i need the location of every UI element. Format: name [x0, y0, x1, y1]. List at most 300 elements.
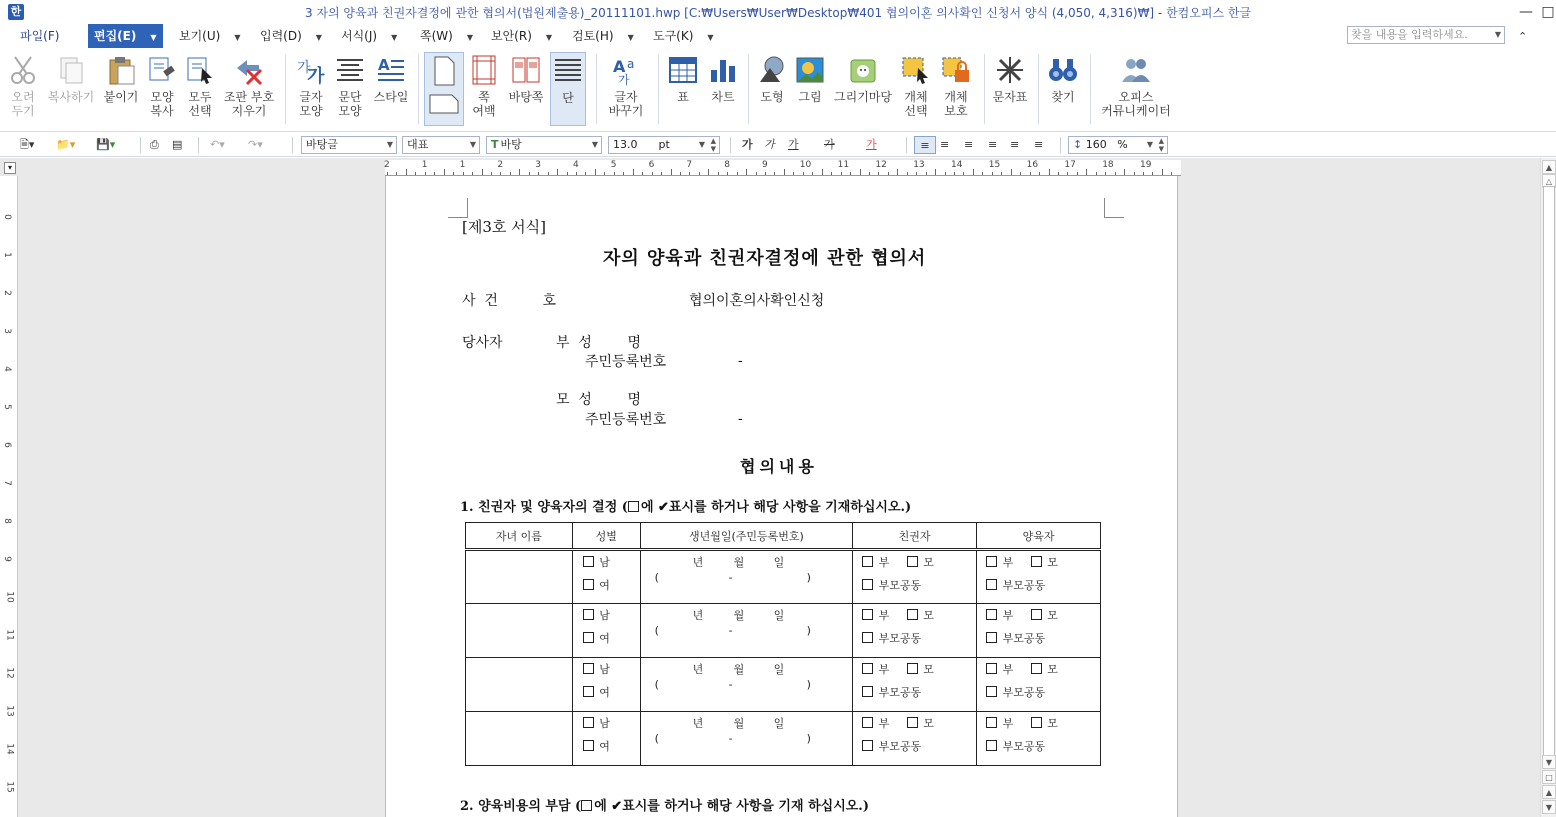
align-center-icon[interactable]: ≡ — [964, 138, 974, 151]
case-value: 협의이혼의사확인신청 — [689, 293, 825, 309]
col-header-birth: 생년월일(주민등록번호) — [640, 523, 853, 550]
ruler-tick — [878, 172, 879, 175]
horizontal-ruler[interactable] — [385, 160, 1181, 176]
font-size-input[interactable]: 13.0 pt ▼ ▲ ▼ — [608, 136, 720, 154]
ruler-number: 11 — [837, 160, 850, 170]
checkbox-icon[interactable] — [862, 609, 873, 620]
cut-button[interactable]: 오려 두기 — [4, 52, 42, 126]
collapse-ribbon-icon[interactable]: ⌃ — [1518, 30, 1528, 43]
ribbon-separator — [658, 54, 659, 124]
ruler-tick — [567, 172, 568, 175]
ruler-tick — [434, 172, 435, 175]
chevron-down-icon: ▼ — [469, 140, 476, 149]
table-row — [466, 604, 1101, 658]
ruler-tick — [935, 169, 936, 175]
ruler-tick — [860, 169, 861, 175]
lock-icon — [940, 54, 972, 86]
svg-text:가: 가 — [307, 66, 325, 86]
toolbar-separator — [730, 137, 731, 153]
prev-page-icon[interactable]: ▲ — [1542, 785, 1556, 799]
chevron-down-icon: ▼ — [545, 33, 553, 42]
new-document-icon[interactable]: 🗎▾ — [20, 138, 35, 151]
ribbon-separator — [1038, 54, 1039, 124]
char-shape-button[interactable]: 가 가 글자 모양 — [292, 52, 330, 126]
checkbox-icon[interactable] — [583, 740, 594, 751]
checkbox-icon[interactable] — [583, 579, 594, 590]
checkbox-icon — [628, 501, 639, 512]
select-all-icon — [184, 54, 216, 86]
caregiver-cell[interactable]: 부 모 부모공동 — [977, 604, 1101, 658]
chart-button[interactable]: 차트 — [704, 52, 742, 126]
char-shape-icon — [295, 54, 327, 86]
chevron-down-icon: ▼ — [1146, 140, 1153, 149]
ruler-tick — [888, 172, 889, 175]
spinner-icon[interactable]: ▲ ▼ — [710, 137, 716, 153]
ruler-tick — [1020, 172, 1021, 175]
ruler-tick — [812, 172, 813, 175]
gender-cell[interactable]: 남 여 — [572, 712, 640, 766]
vertical-scrollbar[interactable] — [1540, 158, 1556, 817]
ruler-tick — [671, 169, 672, 175]
page-view-icon[interactable]: □ — [1542, 770, 1556, 784]
select-all-button[interactable]: 모두 선택 — [182, 52, 218, 126]
preview-icon[interactable]: ▤ — [172, 138, 183, 151]
chevron-down-icon: ▼ — [466, 33, 473, 42]
ruler-number: 4 — [1, 366, 12, 372]
page-orientation-button[interactable] — [424, 52, 464, 126]
ruler-tick — [1124, 169, 1125, 175]
ruler-number: 14 — [951, 160, 963, 170]
picture-button[interactable]: 그림 — [792, 52, 828, 126]
ruler-tick — [1077, 172, 1078, 175]
form-number: [제3호 서식] — [462, 218, 546, 236]
crop-mark — [448, 198, 468, 218]
font-select[interactable]: T 바탕 ▼ — [486, 136, 602, 154]
chevron-down-icon: ▼ — [627, 33, 634, 42]
checkbox-icon[interactable] — [986, 579, 997, 590]
ruler-tick — [765, 172, 766, 175]
ruler-tick — [1152, 172, 1153, 175]
table-button[interactable]: 표 — [664, 52, 702, 126]
redo-icon[interactable]: ↷▾ — [248, 138, 263, 151]
ruler-tick — [803, 172, 804, 175]
scroll-thumb[interactable] — [1543, 186, 1555, 756]
ruler-number: 0 — [1, 214, 12, 220]
ruler-tick — [841, 172, 842, 175]
ruler-tick — [548, 172, 549, 175]
child-name-cell[interactable] — [466, 604, 573, 658]
checkbox-icon[interactable] — [907, 663, 918, 674]
search-input[interactable]: 찾을 내용을 입력하세요. ▼ — [1347, 26, 1505, 44]
ruler-number: 13 — [4, 705, 15, 717]
checkbox-icon[interactable] — [583, 609, 594, 620]
document-title: 자의 양육과 친권자결정에 관한 협의서 — [603, 248, 927, 269]
style-select[interactable]: 바탕글 ▼ — [301, 136, 397, 154]
ruler-number: 12 — [875, 160, 887, 170]
checkbox-icon[interactable] — [986, 632, 997, 643]
ruler-number: 19 — [1140, 160, 1152, 170]
ruler-tick — [1049, 169, 1050, 175]
col-header-gender: 성별 — [572, 523, 640, 550]
ruler-tick — [680, 172, 681, 175]
checkbox-icon[interactable] — [583, 632, 594, 643]
checkbox-icon[interactable] — [1031, 556, 1042, 567]
crop-mark — [1104, 198, 1124, 218]
checkbox-icon[interactable] — [986, 663, 997, 674]
ribbon-separator — [984, 54, 985, 124]
chevron-down-icon: ▼ — [698, 140, 705, 149]
ruler-number: 18 — [1102, 160, 1114, 170]
ruler-tick — [614, 172, 615, 175]
paragraph-icon — [334, 54, 366, 86]
gender-cell[interactable]: 남 여 — [572, 658, 640, 712]
format-copy-button[interactable]: 모양 복사 — [144, 52, 180, 126]
ruler-tick — [850, 172, 851, 175]
ribbon-separator — [285, 54, 286, 124]
ruler-tick — [623, 172, 624, 175]
strike-button[interactable]: 가 — [824, 138, 835, 151]
toolbar-separator — [1060, 137, 1061, 153]
checkbox-icon[interactable] — [986, 740, 997, 751]
picture-icon — [794, 54, 826, 86]
ruler-tick — [1001, 172, 1002, 175]
caregiver-cell[interactable]: 부 모 부모공동 — [977, 658, 1101, 712]
ruler-tick — [453, 172, 454, 175]
chevron-down-icon: ▼ — [591, 140, 598, 149]
ruler-tick — [774, 172, 775, 175]
menu-format[interactable]: 서식(J) ▼ — [341, 29, 398, 43]
ruler-tick — [1067, 172, 1068, 175]
chevron-down-icon: ▼ — [707, 33, 714, 42]
ruler-number: 6 — [1, 442, 12, 448]
clipboard-icon — [105, 54, 137, 86]
symbols-button[interactable]: 문자표 — [988, 52, 1032, 126]
ruler-tick — [1011, 169, 1012, 175]
checkbox-icon[interactable] — [986, 686, 997, 697]
italic-button[interactable]: 가 — [764, 138, 775, 151]
toolbar-separator — [906, 137, 907, 153]
ruler-number: 15 — [4, 781, 15, 793]
ruler-tick — [642, 172, 643, 175]
ruler-tick — [1030, 172, 1031, 175]
birth-cell[interactable]: 년 월 일 ( - ) — [640, 658, 853, 712]
ruler-number: 8 — [1, 518, 12, 524]
child-name-cell[interactable] — [466, 712, 573, 766]
father-id-label: 주민등록번호 — [585, 354, 667, 370]
print-icon[interactable]: ⎙ — [150, 138, 159, 151]
birth-cell[interactable]: 년 월 일 ( - ) — [640, 550, 853, 604]
font-color-button[interactable]: 가 — [866, 138, 877, 151]
menu-tools[interactable]: 도구(K) ▼ — [653, 29, 714, 43]
vertical-ruler[interactable] — [0, 176, 18, 817]
gender-cell[interactable]: 남 여 — [572, 550, 640, 604]
chevron-down-icon[interactable]: ▼ — [1494, 30, 1501, 39]
scroll-up-icon[interactable]: ▲ — [1542, 160, 1556, 174]
checkbox-icon[interactable] — [986, 609, 997, 620]
zoom-input[interactable]: ↕ 160 % ▼ ▲ ▼ — [1068, 136, 1168, 154]
caregiver-cell[interactable]: 부 모 부모공동 — [977, 550, 1101, 604]
para-shape-button[interactable]: 문단 모양 — [331, 52, 369, 126]
char-replace-button[interactable]: A a 가 글자 바꾸기 — [602, 52, 650, 126]
toolbar-separator — [292, 137, 293, 153]
custodian-cell[interactable]: 부 모 부모공동 — [853, 550, 977, 604]
mother-id-dash: - — [738, 411, 743, 427]
align-split-icon[interactable]: ≡ — [1034, 138, 1044, 151]
ruler-tick — [529, 172, 530, 175]
scroll-down-icon[interactable]: ▼ — [1542, 755, 1556, 769]
underline-button[interactable]: 가 — [788, 138, 799, 151]
char-replace-icon — [610, 54, 642, 86]
ruler-number: 15 — [988, 160, 1001, 170]
language-select[interactable]: 대표 ▼ — [402, 136, 480, 154]
ruler-tick — [746, 169, 747, 175]
table-icon — [667, 54, 699, 86]
ruler-number: 14 — [4, 743, 15, 755]
checkbox-icon[interactable] — [1031, 663, 1042, 674]
ruler-tick — [793, 172, 794, 175]
child-name-cell[interactable] — [466, 658, 573, 712]
clear-code-button[interactable]: 조판 부호 지우기 — [220, 52, 278, 126]
checkbox-icon[interactable] — [862, 686, 873, 697]
item-2-heading: 2. 양육비용의 부담 ( 에 ✔표시를 하거나 해당 사항을 기재 하십시오.) — [460, 799, 869, 814]
checkbox-icon[interactable] — [1031, 609, 1042, 620]
custodian-cell[interactable]: 부 모 부모공동 — [853, 712, 977, 766]
checkbox-icon[interactable] — [1031, 717, 1042, 728]
ruler-tick — [784, 169, 785, 175]
ruler-number: 1 — [459, 160, 466, 170]
ruler-tick — [992, 172, 993, 175]
master-page-button[interactable]: 바탕쪽 — [504, 52, 548, 126]
ruler-tick — [406, 169, 407, 175]
ruler-tick — [869, 172, 870, 175]
chevron-down-icon: ▼ — [386, 140, 393, 149]
ruler-tick — [737, 172, 738, 175]
ruler-number: 3 — [1, 328, 12, 334]
ruler-number: 7 — [686, 160, 693, 170]
checkbox-icon[interactable] — [986, 717, 997, 728]
ruler-number: 6 — [648, 160, 655, 170]
ruler-number: 10 — [799, 160, 812, 170]
shape-button[interactable]: 도형 — [754, 52, 790, 126]
style-icon — [375, 54, 407, 86]
ruler-number: 5 — [1, 404, 12, 410]
birth-cell[interactable]: 년 월 일 ( - ) — [640, 712, 853, 766]
line-spacing-icon: ↕ — [1073, 138, 1083, 151]
ruler-tick — [926, 172, 927, 175]
menu-edit[interactable]: 편집(E) ▼ — [88, 24, 163, 48]
style-button[interactable]: A 스타일 — [373, 56, 409, 104]
menu-file[interactable]: 파일(F) — [20, 29, 60, 43]
ruler-tick — [519, 169, 520, 175]
svg-text:가: 가 — [618, 73, 630, 86]
ribbon-separator — [748, 54, 749, 124]
ruler-tick — [387, 172, 388, 175]
drawing-market-button[interactable]: 그리기마당 — [830, 52, 896, 126]
checkbox-icon[interactable] — [862, 632, 873, 643]
child-name-cell[interactable] — [466, 550, 573, 604]
next-page-icon[interactable]: ▼ — [1542, 800, 1556, 814]
title-bar — [0, 0, 1556, 24]
chevron-down-icon: ▼ — [234, 33, 241, 42]
ruler-number: 2 — [497, 160, 504, 170]
checkbox-icon[interactable] — [862, 717, 873, 728]
checkbox-icon[interactable] — [862, 663, 873, 674]
caregiver-cell[interactable]: 부 모 부모공동 — [977, 712, 1101, 766]
checkbox-icon[interactable] — [583, 663, 594, 674]
page-landscape-icon — [428, 89, 460, 115]
align-right-icon[interactable]: ≡ — [988, 138, 998, 151]
ruler-tick — [982, 172, 983, 175]
ruler-tick — [699, 172, 700, 175]
ruler-tick — [907, 172, 908, 175]
ruler-tick — [661, 172, 662, 175]
checkbox-icon[interactable] — [907, 609, 918, 620]
ruler-number: 3 — [535, 160, 541, 170]
checkbox-icon — [581, 800, 592, 811]
chart-icon — [707, 54, 739, 86]
checkbox-icon[interactable] — [907, 717, 918, 728]
minimize-icon[interactable]: — — [1519, 4, 1533, 20]
section-title: 협의내용 — [740, 457, 818, 476]
svg-text:가: 가 — [297, 60, 311, 76]
menu-review[interactable]: 검토(H) ▼ — [572, 29, 634, 43]
drawing-market-icon — [847, 54, 879, 86]
menu-view[interactable]: 보기(U) ▼ — [179, 29, 241, 43]
spinner-icon[interactable]: ▲ ▼ — [1158, 137, 1164, 153]
father-id-dash: - — [738, 353, 743, 369]
align-distribute-icon[interactable]: ≡ — [1010, 138, 1020, 151]
column-button[interactable]: 단 — [550, 52, 586, 126]
col-header-custodian: 친권자 — [853, 523, 977, 550]
ruler-number: 12 — [4, 667, 15, 679]
ruler-tick — [633, 169, 634, 175]
ruler-tick — [463, 172, 464, 175]
menu-security[interactable]: 보안(R) ▼ — [491, 29, 553, 43]
ruler-number: 2 — [1, 290, 12, 296]
mother-name-label: 모 성 명 — [556, 392, 642, 408]
ruler-tick — [718, 172, 719, 175]
scroll-up-page-icon[interactable]: △ — [1542, 174, 1556, 188]
document-page[interactable] — [385, 176, 1178, 817]
ruler-tick — [444, 169, 445, 175]
svg-text:A: A — [378, 56, 390, 74]
ruler-tick — [585, 172, 586, 175]
father-name-label: 부 성 명 — [556, 335, 642, 351]
paste-button[interactable]: 붙이기 — [100, 52, 142, 126]
chevron-down-icon: ▼ — [150, 33, 157, 42]
ribbon-toolbar — [0, 48, 1556, 132]
margin-icon — [468, 54, 500, 86]
menu-insert[interactable]: 입력(D) ▼ — [260, 29, 322, 43]
align-left-icon[interactable]: ≡ — [940, 138, 950, 151]
checkbox-icon[interactable] — [907, 556, 918, 567]
font-type-icon: T — [491, 138, 499, 151]
align-justify-icon[interactable]: ≡ — [914, 136, 936, 154]
ruler-tick — [604, 172, 605, 175]
ruler-tick — [415, 172, 416, 175]
custodian-cell[interactable]: 부 모 부모공동 — [853, 658, 977, 712]
maximize-icon[interactable]: □ — [1541, 4, 1555, 20]
ruler-number: 4 — [573, 160, 579, 170]
ruler-tick — [916, 172, 917, 175]
ruler-tick — [1171, 172, 1172, 175]
object-protect-button[interactable]: 개체 보호 — [936, 52, 976, 126]
open-folder-icon[interactable]: 📁▾ — [56, 138, 76, 151]
checkbox-icon[interactable] — [583, 717, 594, 728]
symbol-icon — [994, 54, 1026, 86]
ruler-tick — [1143, 172, 1144, 175]
ruler-corner-icon[interactable]: ▾ — [4, 162, 16, 174]
undo-icon[interactable]: ↶▾ — [210, 138, 225, 151]
save-icon[interactable]: 💾▾ — [96, 138, 116, 151]
ruler-tick — [1039, 172, 1040, 175]
ruler-number: 1 — [421, 160, 428, 170]
party-label: 당사자 — [462, 335, 503, 351]
ruler-tick — [557, 169, 558, 175]
scissors-icon — [7, 54, 39, 86]
ruler-tick — [425, 172, 426, 175]
object-select-icon — [900, 54, 932, 86]
table-row — [466, 658, 1101, 712]
ruler-tick — [1115, 172, 1116, 175]
object-select-button[interactable]: 개체 선택 — [898, 52, 934, 126]
checkbox-icon[interactable] — [862, 556, 873, 567]
ruler-number: 13 — [913, 160, 925, 170]
copy-icon — [55, 54, 87, 86]
table-row — [466, 550, 1101, 604]
ruler-tick — [708, 169, 709, 175]
ruler-tick — [756, 172, 757, 175]
checkbox-icon[interactable] — [862, 579, 873, 590]
bold-button[interactable]: 가 — [742, 138, 753, 151]
ruler-tick — [1162, 169, 1163, 175]
page-margin-button[interactable]: 쪽 여백 — [466, 52, 502, 126]
hwp-app-icon[interactable]: 한 — [8, 4, 24, 20]
ruler-number: 16 — [1026, 160, 1039, 170]
copy-button[interactable]: 복사하기 — [44, 52, 98, 126]
ruler-number: 11 — [4, 629, 15, 641]
ruler-number: 17 — [1064, 160, 1076, 170]
office-communicator-button[interactable]: 오피스 커뮤니케이터 — [1096, 52, 1176, 126]
checkbox-icon[interactable] — [862, 740, 873, 751]
ruler-tick — [689, 172, 690, 175]
menu-page[interactable]: 쪽(W) ▼ — [420, 29, 473, 43]
ruler-tick — [1096, 172, 1097, 175]
ruler-tick — [945, 172, 946, 175]
ruler-number: 7 — [1, 480, 12, 486]
binoculars-icon — [1047, 54, 1079, 86]
page-portrait-icon — [428, 55, 460, 87]
ruler-tick — [1086, 169, 1087, 175]
gender-cell[interactable]: 남 여 — [572, 604, 640, 658]
checkbox-icon[interactable] — [583, 556, 594, 567]
birth-cell[interactable]: 년 월 일 ( - ) — [640, 604, 853, 658]
custodian-cell[interactable]: 부 모 부모공동 — [853, 604, 977, 658]
find-button[interactable]: 찾기 — [1044, 52, 1082, 126]
mother-id-label: 주민등록번호 — [585, 412, 667, 428]
checkbox-icon[interactable] — [583, 686, 594, 697]
ruler-number: 5 — [610, 160, 617, 170]
ruler-tick — [831, 172, 832, 175]
ruler-number: 10 — [4, 591, 15, 603]
ruler-tick — [595, 169, 596, 175]
menu-bar — [0, 24, 1556, 48]
item-1-heading: 1. 친권자 및 양육자의 결정 ( 에 ✔표시를 하거나 해당 사항을 기재하십시오.) — [460, 500, 912, 515]
checkbox-icon[interactable] — [986, 556, 997, 567]
master-page-icon — [510, 54, 542, 86]
ruler-number: 8 — [724, 160, 730, 170]
people-icon — [1120, 54, 1152, 86]
